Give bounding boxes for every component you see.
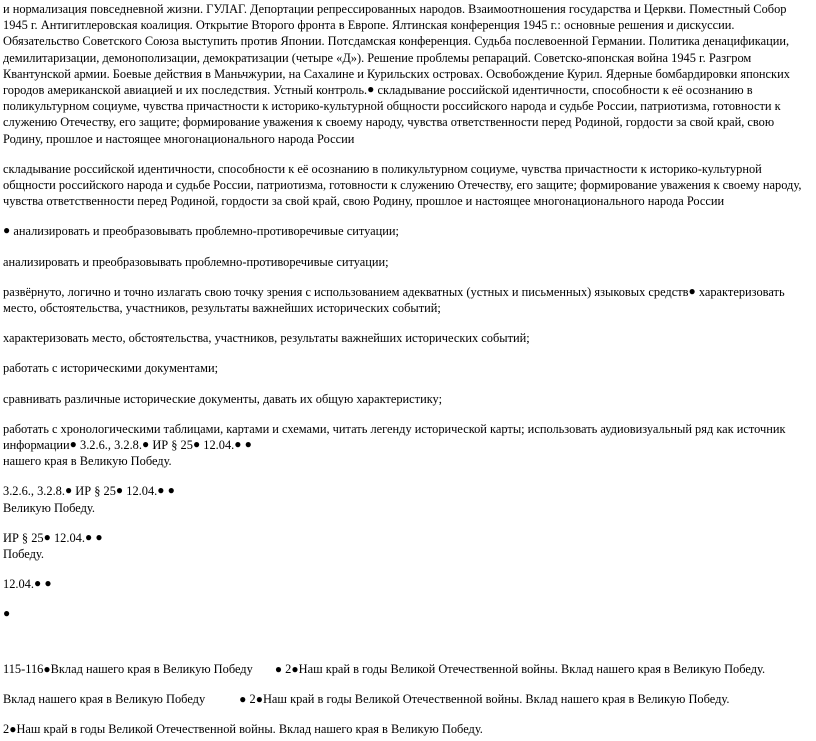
- ref-row-1-a: 3.2.6., 3.2.8.: [3, 484, 65, 499]
- pages-text: 115-116: [3, 661, 44, 676]
- lesson-row-1: [3, 661, 813, 677]
- ref-row-2: [3, 530, 813, 562]
- bullet-icon: ●: [274, 661, 283, 676]
- bullet-icon: ●: [255, 691, 263, 706]
- bullet-icon: ●: [43, 529, 51, 544]
- bullet-icon: ●: [688, 283, 696, 298]
- present-item: [3, 284, 813, 316]
- victory-word-text: Победу.: [3, 547, 44, 562]
- ref-row-3-text: 12.04.: [3, 577, 34, 592]
- bullet-icon: ●: [291, 661, 299, 676]
- two-c-text: 2: [3, 722, 10, 737]
- compare-item: [3, 391, 813, 407]
- identity-paragraph: [3, 161, 813, 210]
- ref-row-2-b: 12.04.: [50, 530, 85, 545]
- bullet-icon: ●: [64, 483, 73, 498]
- bullet-icon: ●: [84, 529, 93, 544]
- lesson-row-2: [3, 691, 813, 707]
- chrono-item: [3, 421, 813, 470]
- topic-text: и нормализация повседневной жизни. ГУЛАГ. Депортации репрессированных народов. Взаимоотношения государства и Церкви. Поместный Собор 1945 г. Антигитлеровская коалиция. Открытие Второго фронта в Европе. Ялтинская конференция 1945 г.: основные решения и дискуссии. Обязательство Советского Союза выступить против Японии. Потсдамская конференция. Судьба послевоенной Германии. Политика денацификации, демилитаризации, демонополизации, демократизации (четыре «Д»). Решение проблемы репараций. Советско-японская война 1945 г. Разгром Квантунской армии. Боевые действия в Маньчжурии, на Сахалине и Курильских островах. Освобождение Курил. Ядерные бомбардировки японских городов американской авиацией и их последствия. Устный контроль.: [3, 2, 790, 98]
- compare-text: сравнивать различные исторические документы, давать их общую характеристику;: [3, 391, 443, 406]
- analyze-bullet-text: анализировать и преобразовывать проблемно-противоречивые ситуации;: [10, 224, 399, 239]
- bullet-icon: ●: [239, 691, 247, 706]
- topic-paragraph: [3, 1, 813, 147]
- bullet-icon: ●: [167, 483, 175, 498]
- ref-row-1: [3, 483, 813, 515]
- bullet-icon: ●: [244, 437, 252, 452]
- bullet-icon: ●: [3, 223, 11, 238]
- analyze-bullet-item: [3, 223, 813, 239]
- contrib-plain-text: Вклад нашего края в Великую Победу: [3, 691, 206, 706]
- bullet-icon: ●: [69, 437, 77, 452]
- bullet-icon: ●: [33, 576, 42, 591]
- present-text: развёрнуто, логично и точно излагать свою точку зрения с использованием адекватных (устных и письменных) языковых средств: [3, 284, 689, 299]
- chrono-ref-2: ИР § 25: [149, 438, 193, 453]
- lesson-row-3: [3, 721, 813, 737]
- two-b-text: 2: [249, 691, 256, 706]
- bullet-icon: ●: [367, 82, 375, 97]
- lone-bullet-row: [3, 606, 813, 622]
- war-b-text: Наш край в годы Великой Отечественной войны. Вклад нашего края в Великую Победу.: [262, 691, 730, 706]
- bullet-icon: ●: [9, 722, 17, 737]
- characterize-item: [3, 330, 813, 346]
- two-text: 2: [285, 661, 292, 676]
- present-tail-text: характеризовать место, обстоятельства, участников, результаты важнейших исторических событий;: [3, 284, 785, 316]
- ref-row-2-a: ИР § 25: [3, 530, 44, 545]
- ref-row-3: [3, 576, 813, 592]
- topic-tail-text: складывание российской идентичности, способности к её осознанию в поликультурном социуме, чувства причастности к историко-культурной общности российского народа и судьбе России, патриотизма, готовности к служению Отечеству, его защите; формирование уважения к своему народу, чувства ответственности перед Родиной, гордости за свой край, свою Родину, прошлое и настоящее многонационального народа России: [3, 83, 781, 146]
- bullet-icon: ●: [3, 606, 11, 621]
- characterize-text: характеризовать место, обстоятельства, участников, результаты важнейших исторических событий;: [3, 331, 530, 346]
- bullet-icon: ●: [141, 437, 150, 452]
- bullet-icon: ●: [44, 576, 52, 591]
- bullet-icon: ●: [43, 661, 51, 676]
- bullet-icon: ●: [157, 483, 165, 498]
- victory-short-text: Великую Победу.: [3, 500, 95, 515]
- bullet-icon: ●: [95, 529, 103, 544]
- chrono-ref-3: 12.04.: [200, 438, 235, 453]
- document-body: [3, 1, 813, 741]
- documents-item: [3, 360, 813, 376]
- bullet-icon: ●: [192, 437, 201, 452]
- contrib-text: Вклад нашего края в Великую Победу: [50, 661, 253, 676]
- documents-text: работать с историческими документами;: [3, 361, 219, 376]
- bullet-icon: ●: [234, 437, 242, 452]
- analyze-item: [3, 254, 813, 270]
- war-c-text: Наш край в годы Великой Отечественной войны. Вклад нашего края в Великую Победу.: [16, 722, 483, 737]
- victory-full-text: нашего края в Великую Победу.: [3, 454, 172, 469]
- bullet-icon: ●: [115, 483, 124, 498]
- identity-text: складывание российской идентичности, способности к её осознанию в поликультурном социуме, чувства причастности к историко-культурной общности российского народа и судьбе России, патриотизма, готовности к служению Отечеству, его защите; формирование уважения к своему народу, чувства ответственности перед Родиной, гордости за свой край, свою Родину, прошлое и настоящее многонационального народа России: [3, 161, 802, 209]
- chrono-text: работать с хронологическими таблицами, картами и схемами, читать легенду исторической карты; использовать аудиовизуальный ряд как источник информации: [3, 421, 786, 453]
- chrono-ref-1: 3.2.6., 3.2.8.: [76, 438, 142, 453]
- ref-row-1-b: ИР § 25: [72, 484, 116, 499]
- analyze-text: анализировать и преобразовывать проблемно-противоречивые ситуации;: [3, 254, 389, 269]
- war-text: Наш край в годы Великой Отечественной войны. Вклад нашего края в Великую Победу.: [298, 661, 766, 676]
- ref-row-1-c: 12.04.: [123, 484, 158, 499]
